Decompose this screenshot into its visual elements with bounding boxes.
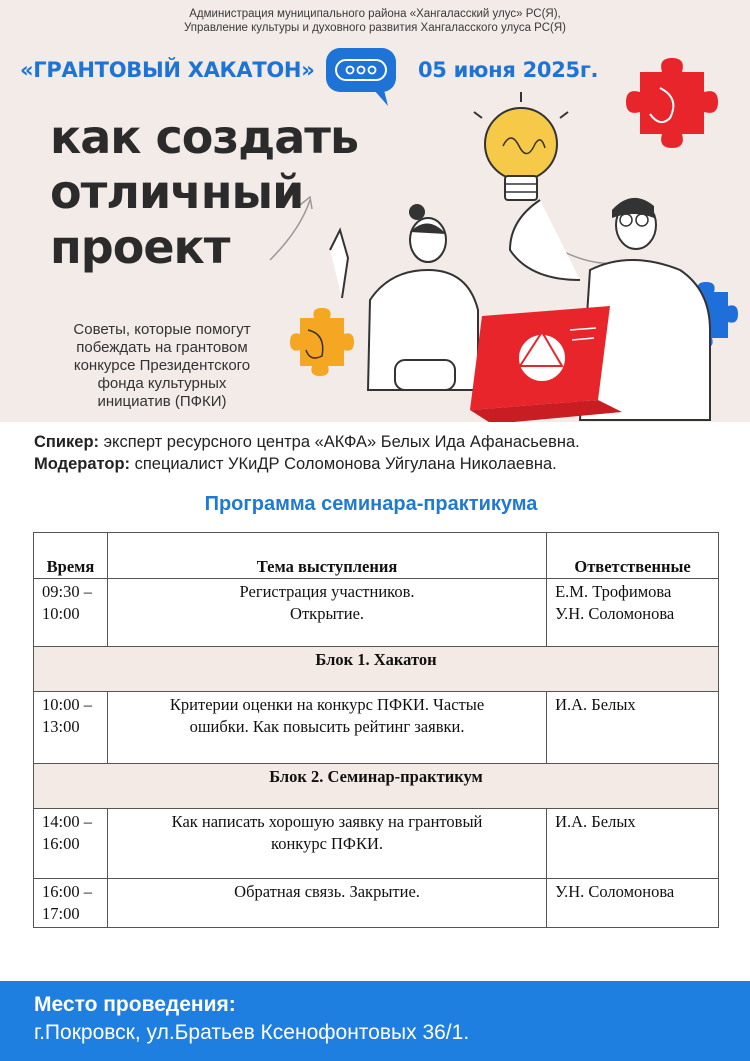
moderator-line xyxy=(34,453,580,475)
topic-line: конкурс ПФКИ. xyxy=(271,834,384,853)
column-header-time: Время xyxy=(34,533,108,579)
speaker-text: эксперт ресурсного центра «АКФА» Белых Ида Афанасьевна. xyxy=(99,433,580,451)
program-title: Программа семинара-практикума xyxy=(204,493,538,515)
subtitle-tips xyxy=(22,321,302,411)
time-cell xyxy=(34,879,108,928)
speaker-label: Спикер: xyxy=(34,433,100,451)
speaker-line xyxy=(34,431,580,453)
organizer-line-1: Администрация муниципального района «Хангаласский улус» РС(Я), xyxy=(189,8,561,20)
time-start: 10:00 – xyxy=(42,695,92,714)
responsible-cell xyxy=(547,579,719,647)
tips-line: Советы, которые помогут xyxy=(73,321,251,338)
topic-cell xyxy=(107,879,546,928)
event-name: «ГРАНТОВЫЙ ХАКАТОН» xyxy=(20,58,315,82)
column-header-topic: Тема выступления xyxy=(107,533,546,579)
lightbulb-icon xyxy=(474,92,568,200)
responsible-name: Е.М. Трофимова xyxy=(555,582,672,601)
venue-address: г.Покровск, ул.Братьев Ксенофонтовых 36/1. xyxy=(34,1021,470,1044)
time-end: 17:00 xyxy=(42,904,80,923)
tips-line: фонда культурных xyxy=(97,375,227,392)
organizer-header xyxy=(0,7,750,35)
responsible-cell xyxy=(547,809,719,879)
topic-cell xyxy=(107,692,546,764)
block-2-title: Блок 2. Семинар-практикум xyxy=(34,764,719,809)
table-row xyxy=(34,692,719,764)
event-date: 05 июня 2025г. xyxy=(418,58,599,82)
organizer-line-2: Управление культуры и духовного развития Хангаласского улуса РС(Я) xyxy=(184,22,566,34)
tips-line: побеждать на грантовом xyxy=(76,339,248,356)
time-start: 14:00 – xyxy=(42,812,92,831)
topic-line: Открытие. xyxy=(290,604,365,623)
responsible-cell xyxy=(547,692,719,764)
table-header-row xyxy=(34,533,719,579)
speakers-block xyxy=(34,431,580,475)
moderator-label: Модератор: xyxy=(34,455,131,473)
time-cell xyxy=(34,579,108,647)
responsible-name: У.Н. Соломонова xyxy=(555,882,675,901)
time-start: 16:00 – xyxy=(42,882,92,901)
table-row xyxy=(34,809,719,879)
moderator-text: специалист УКиДР Соломонова Уйгулана Николаевна. xyxy=(130,455,557,473)
block-row xyxy=(34,647,719,692)
responsible-cell xyxy=(547,879,719,928)
headline xyxy=(50,110,358,275)
time-end: 16:00 xyxy=(42,834,80,853)
responsible-name: У.Н. Соломонова xyxy=(555,604,675,623)
responsible-name: И.А. Белых xyxy=(555,695,636,714)
topic-line: Регистрация участников. xyxy=(239,582,415,601)
laptop-icon xyxy=(470,306,622,422)
topic-cell xyxy=(107,809,546,879)
topic-line: Как написать хорошую заявку на грантовый xyxy=(171,812,483,831)
topic-line: Обратная связь. Закрытие. xyxy=(234,882,420,901)
time-start: 09:30 – xyxy=(42,582,92,601)
program-table xyxy=(33,532,719,928)
topic-line: ошибки. Как повысить рейтинг заявки. xyxy=(189,717,465,736)
topic-line: Критерии оценки на конкурс ПФКИ. Частые xyxy=(169,695,485,714)
chat-bubble-icon xyxy=(322,44,400,110)
hero-banner xyxy=(0,0,750,422)
time-end: 13:00 xyxy=(42,717,80,736)
puzzle-piece-icon xyxy=(626,58,718,148)
table-row xyxy=(34,579,719,647)
headline-line-1: как создать xyxy=(50,110,359,164)
time-end: 10:00 xyxy=(42,604,80,623)
headline-line-2: отличный xyxy=(50,165,304,219)
tips-line: конкурсе Президентского xyxy=(73,357,251,374)
table-row xyxy=(34,879,719,928)
tips-line: инициатив (ПФКИ) xyxy=(97,393,227,410)
column-header-responsible: Ответственные xyxy=(547,533,719,579)
venue-footer xyxy=(0,981,750,1061)
time-cell xyxy=(34,809,108,879)
time-cell xyxy=(34,692,108,764)
headline-line-3: проект xyxy=(50,220,230,274)
block-row xyxy=(34,764,719,809)
topic-cell xyxy=(107,579,546,647)
venue-label: Место проведения: xyxy=(34,993,236,1016)
responsible-name: И.А. Белых xyxy=(555,812,636,831)
block-1-title: Блок 1. Хакатон xyxy=(34,647,719,692)
